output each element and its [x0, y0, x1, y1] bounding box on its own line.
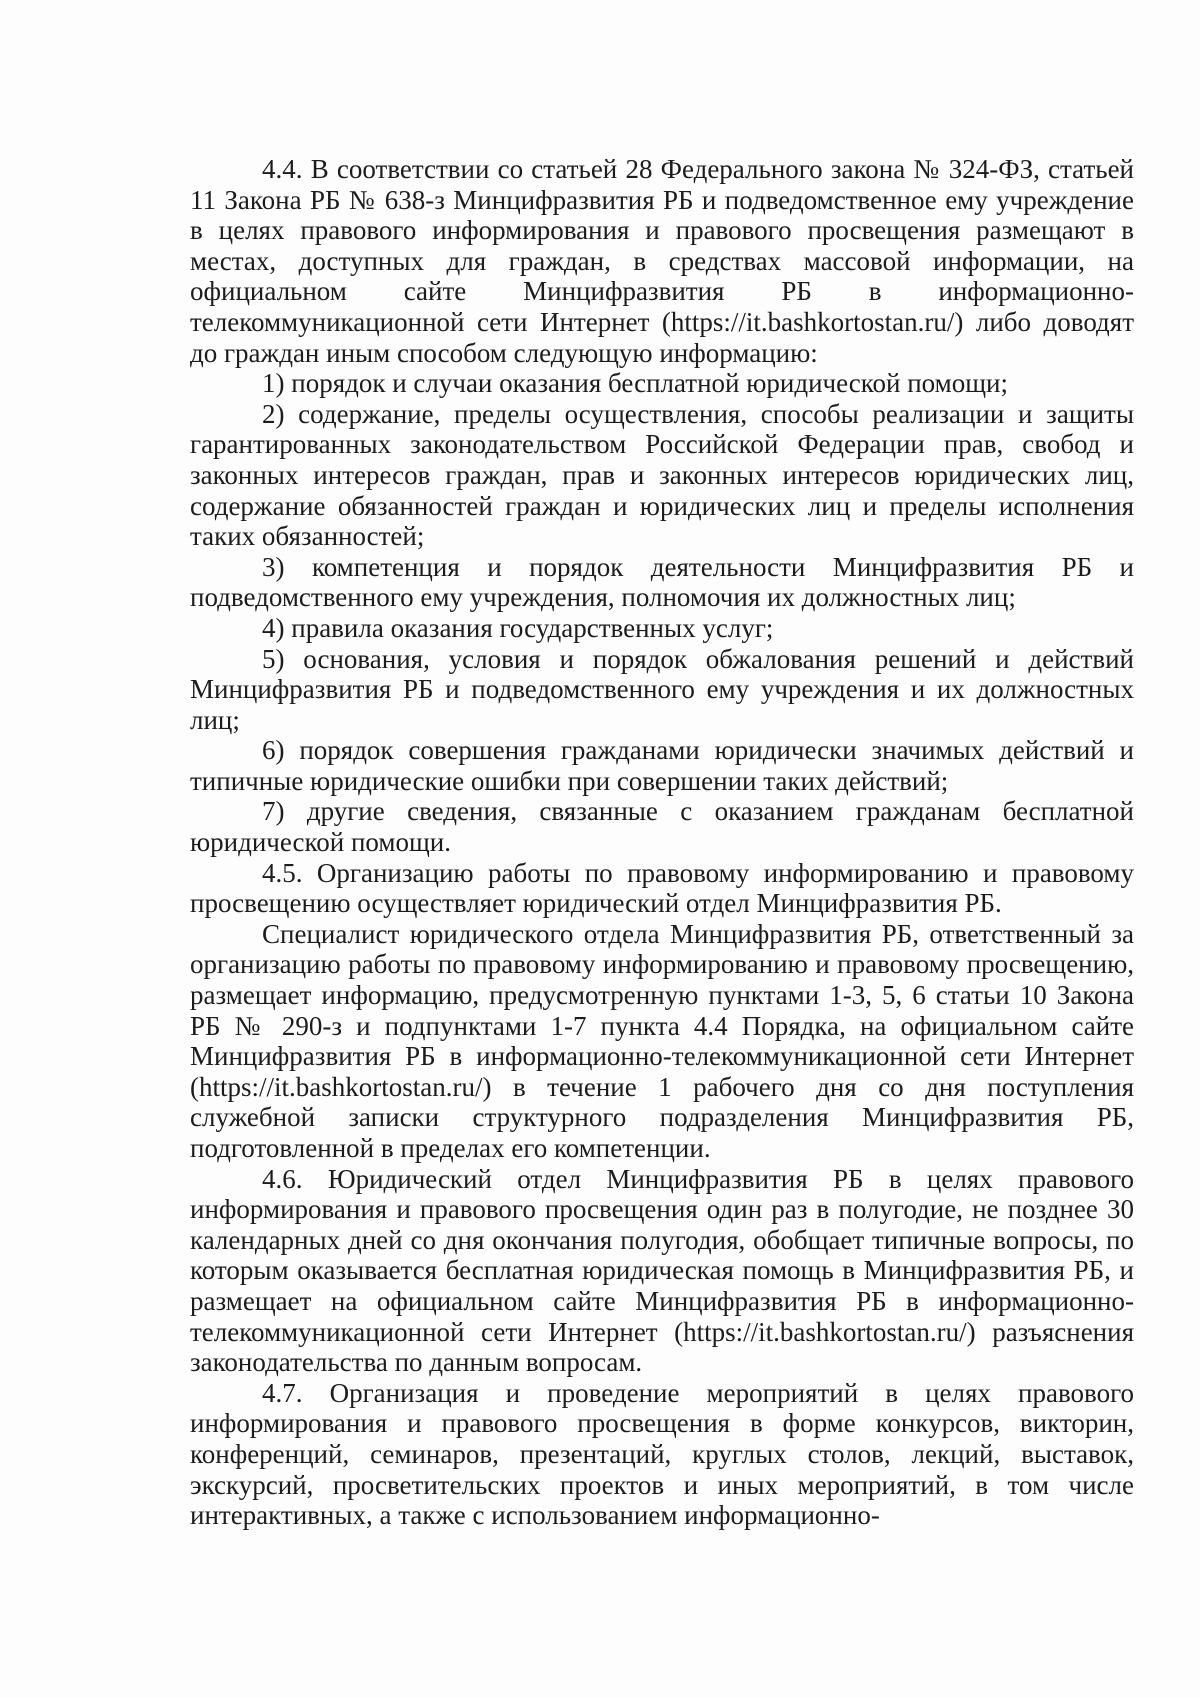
paragraph-4-5: 4.5. Организацию работы по правовому информированию и правовому просвещению осуществляет юридический отдел Минцифразвития РБ.	[190, 857, 1134, 919]
document-body	[190, 154, 1134, 1531]
list-item-7: 7) другие сведения, связанные с оказанием гражданам бесплатной юридической помощи.	[190, 796, 1134, 858]
paragraph-4-4: 4.4. В соответствии со статьей 28 Федерального закона № 324-ФЗ, статьей 11 Закона РБ № 638-з Минцифразвития РБ и подведомственное ему учреждение в целях правового информирования и правового просвещения размещают в местах, доступных для граждан, в средствах массовой информации, на официальном сайте Минцифразвития РБ в информационно-телекоммуникационной сети Интернет (https://it.bashkortostan.ru/) либо доводят до граждан иным способом следующую информацию:	[190, 154, 1134, 368]
list-item-6: 6) порядок совершения гражданами юридически значимых действий и типичные юридические ошибки при совершении таких действий;	[190, 735, 1134, 796]
list-item-4: 4) правила оказания государственных услуг;	[262, 612, 774, 643]
list-item-1: 1) порядок и случаи оказания бесплатной юридической помощи;	[262, 368, 1008, 399]
paragraph-4-6: 4.6. Юридический отдел Минцифразвития РБ в целях правового информирования и правового просвещения один раз в полугодие, не позднее 30 календарных дней со дня окончания полугодия, обобщает типичные вопросы, по которым оказывается бесплатная юридическая помощь в Минцифразвития РБ, и размещает на официальном сайте Минцифразвития РБ в информационно-телекоммуникационной сети Интернет (https://it.bashkortostan.ru/) разъяснения законодательства по данным вопросам.	[190, 1163, 1134, 1378]
list-item-3: 3) компетенция и порядок деятельности Минцифразвития РБ и подведомственного ему учреждения, полномочия их должностных лиц;	[190, 551, 1134, 613]
list-item-2: 2) содержание, пределы осуществления, способы реализации и защиты гарантированных законодательством Российской Федерации прав, свобод и законных интересов граждан, прав и законных интересов юридических лиц, содержание обязанностей граждан и юридических лиц и пределы исполнения таких обязанностей;	[190, 398, 1134, 552]
paragraph-4-7: 4.7. Организация и проведение мероприятий в целях правового информирования и правового просвещения в форме конкурсов, викторин, конференций, семинаров, презентаций, круглых столов, лекций, выставок, экскурсий, просветительских проектов и иных мероприятий, в том числе интерактивных, а также с использованием информационно-	[190, 1377, 1134, 1531]
list-item-5: 5) основания, условия и порядок обжалования решений и действий Минцифразвития РБ и подведомственного ему учреждения и их должностных лиц;	[190, 643, 1134, 735]
paragraph-specialist: Специалист юридического отдела Минцифразвития РБ, ответственный за организацию работы по правовому информированию и правовому просвещению, размещает информацию, предусмотренную пунктами 1-3, 5, 6 статьи 10 Закона РБ № 290-з и подпунктами 1-7 пункта 4.4 Порядка, на официальном сайте Минцифразвития РБ в информационно-телекоммуникационной сети Интернет (https://it.bashkortostan.ru/) в течение 1 рабочего дня со дня поступления служебной записки структурного подразделения Минцифразвития РБ, подготовленной в пределах его компетенции.	[190, 918, 1134, 1163]
